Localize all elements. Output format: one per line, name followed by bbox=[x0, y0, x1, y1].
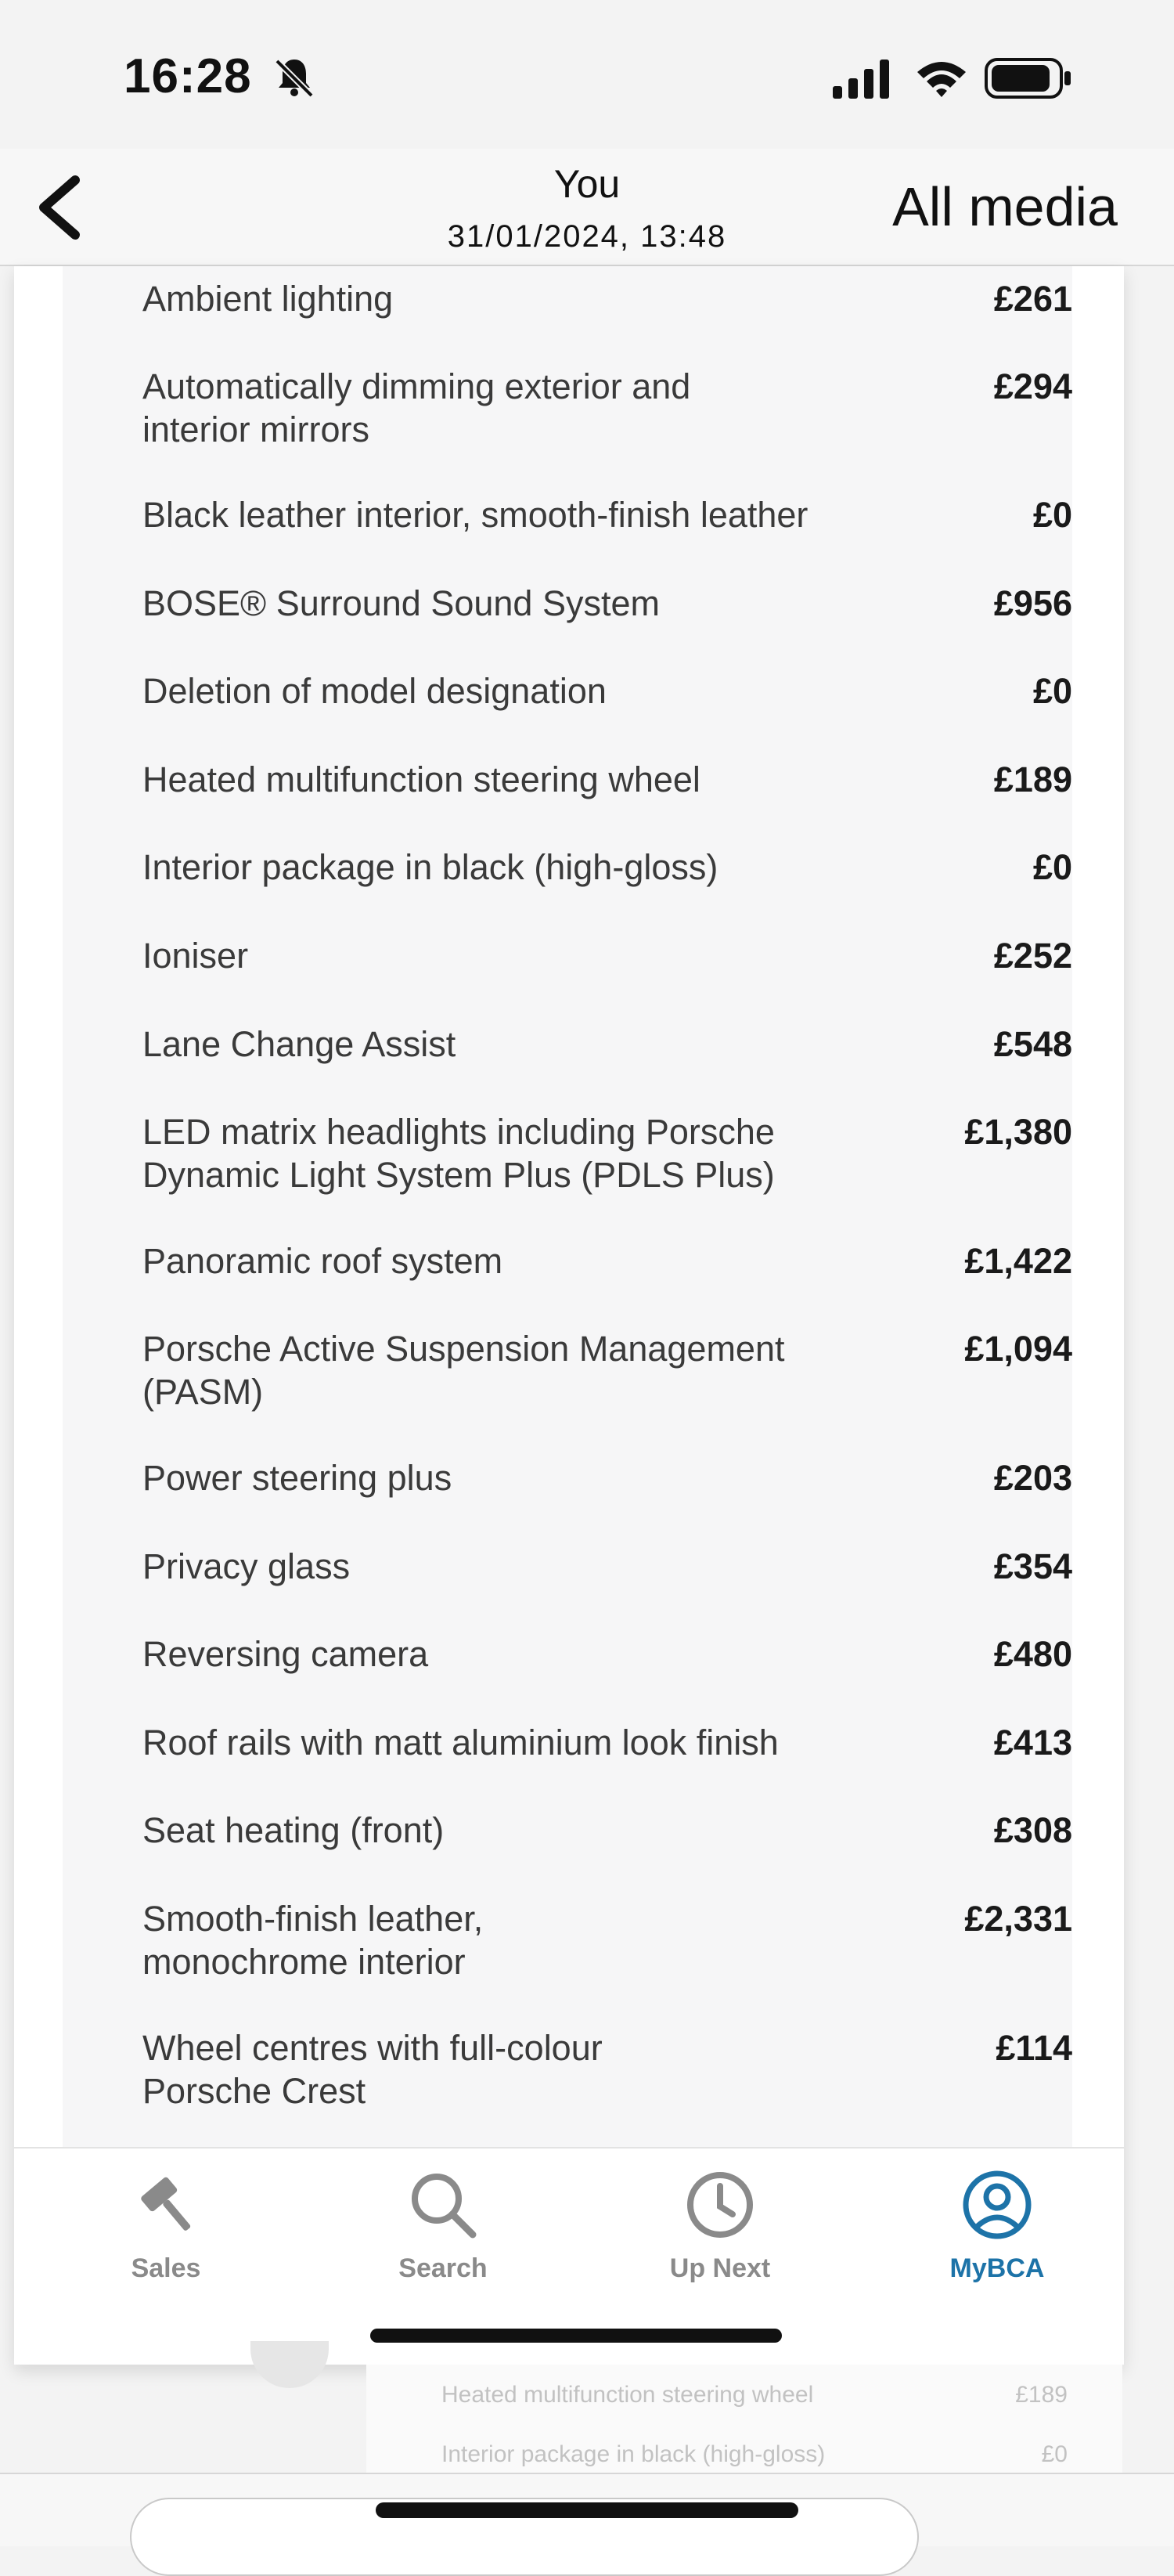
option-name: Reversing camera bbox=[142, 1634, 429, 1674]
option-name: Panoramic roof system bbox=[142, 1241, 503, 1281]
option-price: £114 bbox=[996, 2028, 1072, 2068]
option-price: £956 bbox=[993, 583, 1072, 623]
option-name: Automatically dimming exterior and interior mirrors bbox=[142, 366, 691, 449]
list-item bbox=[441, 2441, 1068, 2468]
option-price: £294 bbox=[993, 366, 1072, 406]
option-price: £0 bbox=[1032, 671, 1072, 711]
option-name: Roof rails with matt aluminium look finish bbox=[142, 1723, 779, 1762]
option-price: £0 bbox=[1032, 847, 1072, 887]
option-name: Seat heating (front) bbox=[142, 1810, 445, 1850]
cellular-signal-icon bbox=[831, 60, 894, 99]
option-price: £2,331 bbox=[964, 1899, 1072, 1939]
option-price: £354 bbox=[993, 1546, 1072, 1586]
option-name: Ambient lighting bbox=[142, 279, 394, 319]
option-name: LED matrix headlights including Porsche Dynamic Light System Plus (PDLS Plus) bbox=[142, 1112, 775, 1195]
home-indicator bbox=[370, 2329, 782, 2343]
option-name: Wheel centres with full-colour Porsche Crest bbox=[142, 2028, 603, 2111]
tab-sales[interactable]: Sales bbox=[49, 2166, 283, 2299]
message-timestamp: 31/01/2024, 13:48 bbox=[447, 219, 727, 254]
option-price: £413 bbox=[993, 1723, 1072, 1762]
option-price: £189 bbox=[993, 759, 1072, 799]
option-name: Black leather interior, smooth-finish leather bbox=[142, 495, 808, 535]
wifi-icon bbox=[914, 56, 969, 100]
search-icon bbox=[404, 2166, 482, 2244]
options-list bbox=[63, 266, 1072, 2147]
option-name: Interior package in black (high-gloss) bbox=[441, 2441, 826, 2467]
option-name: BOSE® Surround Sound System bbox=[142, 583, 660, 623]
tab-search[interactable]: Search bbox=[326, 2166, 560, 2299]
option-price: £0 bbox=[1032, 495, 1072, 535]
list-item bbox=[441, 2382, 1068, 2408]
option-name: Heated multifunction steering wheel bbox=[441, 2382, 814, 2408]
option-price: £261 bbox=[993, 279, 1072, 319]
media-header bbox=[0, 149, 1174, 266]
status-time: 16:28 bbox=[124, 49, 252, 103]
option-price: £203 bbox=[993, 1458, 1072, 1498]
all-media-button[interactable]: All media bbox=[892, 176, 1118, 237]
tab-mybca[interactable]: MyBCA bbox=[880, 2166, 1115, 2299]
option-price: £0 bbox=[1041, 2441, 1068, 2467]
option-price: £1,380 bbox=[964, 1112, 1072, 1152]
background-shape bbox=[250, 2341, 329, 2388]
sender-name: You bbox=[553, 162, 621, 206]
option-name: Smooth-finish leather, monochrome interior bbox=[142, 1899, 484, 1982]
option-price: £480 bbox=[993, 1634, 1072, 1674]
battery-icon bbox=[985, 58, 1072, 99]
option-price: £548 bbox=[993, 1024, 1072, 1064]
user-circle-icon bbox=[958, 2166, 1036, 2244]
home-indicator bbox=[376, 2502, 798, 2518]
option-name: Lane Change Assist bbox=[142, 1024, 456, 1064]
background-content bbox=[366, 2365, 1122, 2482]
clock-icon bbox=[681, 2166, 759, 2244]
option-name: Interior package in black (high-gloss) bbox=[142, 847, 718, 887]
option-name: Power steering plus bbox=[142, 1458, 452, 1498]
option-price: £308 bbox=[993, 1810, 1072, 1850]
option-price: £1,422 bbox=[964, 1241, 1072, 1281]
option-price: £1,094 bbox=[964, 1329, 1072, 1369]
bell-slash-icon bbox=[272, 55, 316, 99]
status-bar bbox=[0, 0, 1174, 149]
option-name: Privacy glass bbox=[142, 1546, 351, 1586]
option-price: £252 bbox=[993, 936, 1072, 976]
option-name: Porsche Active Suspension Management (PASM) bbox=[142, 1329, 785, 1412]
option-name: Deletion of model designation bbox=[142, 671, 607, 711]
option-name: Heated multifunction steering wheel bbox=[142, 759, 700, 799]
media-image bbox=[14, 266, 1124, 2365]
gavel-icon bbox=[127, 2166, 205, 2244]
option-name: Ioniser bbox=[142, 936, 249, 976]
option-price: £189 bbox=[1015, 2382, 1068, 2408]
tab-up-next[interactable]: Up Next bbox=[603, 2166, 837, 2299]
